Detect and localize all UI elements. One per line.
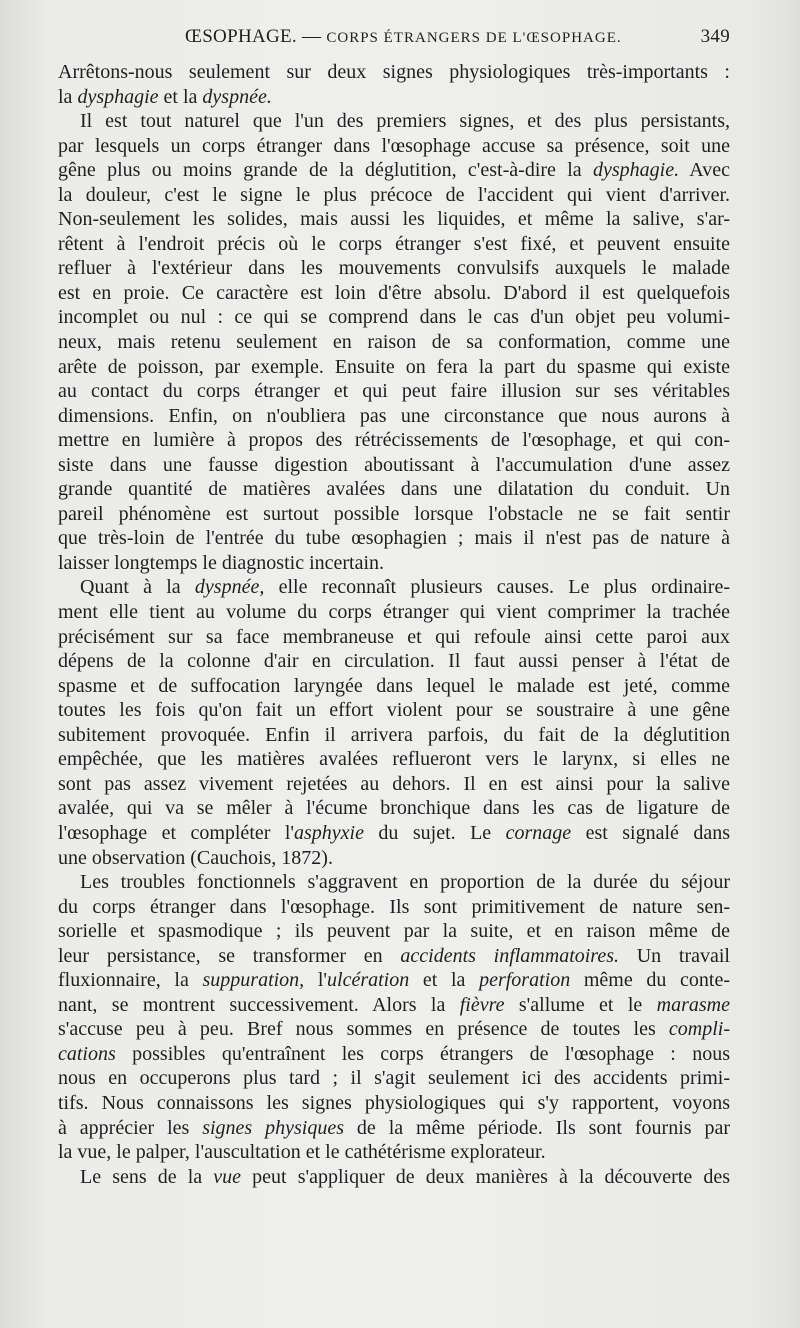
text-run: mettre en lumière à propos des rétrécissements de l'œsophage, et qui con- <box>58 429 730 452</box>
text-run: la <box>58 85 78 108</box>
text-run: du sujet. Le <box>364 821 506 844</box>
text-run: possibles qu'entraînent les corps étrangers de l'œsophage : nous <box>115 1042 730 1065</box>
italic-term: dysphagie <box>77 85 159 108</box>
text-line <box>58 895 730 920</box>
text-run: ment elle tient au volume du corps étranger qui vient comprimer la trachée <box>58 601 730 624</box>
text-line <box>58 1165 730 1190</box>
text-line <box>58 330 730 355</box>
text-run: est signalé dans <box>571 821 730 844</box>
running-title-sub: CORPS ÉTRANGERS DE L'ŒSOPHAGE. <box>326 30 622 46</box>
text-line <box>58 183 730 208</box>
text-run: du corps étranger dans l'œsophage. Ils sont primitivement de nature sen- <box>58 895 730 918</box>
text-line <box>58 281 730 306</box>
text-run: gêne plus ou moins grande de la déglutition, c'est-à-dire la <box>58 159 593 182</box>
italic-term: asphyxie <box>294 821 364 844</box>
text-run: peut s'appliquer de deux manières à la découverte des <box>241 1165 730 1188</box>
text-run: Le sens de la <box>80 1165 214 1188</box>
text-line <box>58 526 730 551</box>
running-title-main: ŒSOPHAGE. <box>185 26 297 47</box>
running-header <box>58 26 730 54</box>
text-line <box>58 1017 730 1042</box>
text-line <box>58 625 730 650</box>
italic-term: dysphagie. <box>592 159 680 182</box>
text-run: Il est tout naturel que l'un des premiers signes, et des plus persistants, <box>80 110 730 133</box>
text-run: spasme et de suffocation laryngée dans lequel le malade est jeté, comme <box>58 674 730 697</box>
text-run: Quant à la <box>80 576 195 599</box>
text-line <box>58 232 730 257</box>
italic-term: marasme <box>656 993 730 1016</box>
text-run: s'allume et le <box>504 993 657 1016</box>
text-run: siste dans une fausse digestion aboutissant à l'accumulation d'une assez <box>58 453 730 476</box>
text-line <box>58 772 730 797</box>
text-run: subitement provoquée. Enfin il arrivera parfois, du fait de la déglutition <box>58 723 730 746</box>
text-run: sont pas assez vivement rejetées au dehors. Il en est ainsi pour la salive <box>58 772 730 795</box>
text-line <box>58 674 730 699</box>
text-run: Les troubles fonctionnels s'aggravent en proportion de la durée du séjour <box>80 871 730 894</box>
text-run: même du conte- <box>570 969 730 992</box>
text-line <box>58 846 730 871</box>
text-line <box>58 993 730 1018</box>
running-title <box>185 26 622 48</box>
italic-term: vue <box>213 1165 242 1188</box>
text-run: fluxionnaire, la <box>58 969 203 992</box>
text-line <box>58 1066 730 1091</box>
body-text <box>58 60 730 1189</box>
text-run: par lesquels un corps étranger dans l'œsophage accuse sa présence, soit une <box>58 134 730 157</box>
text-run: toutes les fois qu'on fait un effort violent pour se soustraire à une gêne <box>58 699 730 722</box>
text-line <box>58 477 730 502</box>
text-line <box>58 600 730 625</box>
text-run: leur persistance, se transformer en <box>58 944 401 967</box>
text-run: au contact du corps étranger et qui peut faire illusion sur ses véritables <box>58 380 730 403</box>
text-run: la vue, le palper, l'auscultation et le cathétérisme explorateur. <box>58 1141 546 1164</box>
text-line <box>58 821 730 846</box>
text-line <box>58 1042 730 1067</box>
text-line <box>58 944 730 969</box>
text-run: à apprécier les <box>58 1116 203 1139</box>
text-run: grande quantité de matières avalées dans une dilatation du conduit. Un <box>58 478 730 501</box>
text-line <box>58 1091 730 1116</box>
text-run: avalée, qui va se mêler à l'écume bronchique dans les cas de ligature de <box>58 797 730 820</box>
italic-term: fièvre <box>459 993 505 1016</box>
text-run: pareil phénomène est surtout possible lorsque l'obstacle ne se fait sentir <box>58 502 730 525</box>
text-line <box>58 968 730 993</box>
text-run: est en proie. Ce caractère est loin d'être absolu. D'abord il est quelquefois <box>58 281 730 304</box>
text-line <box>58 1116 730 1141</box>
italic-term: compli- <box>668 1018 730 1041</box>
text-run: arête de poisson, par exemple. Ensuite on fera la part du spasme qui existe <box>58 355 730 378</box>
italic-term: ulcération <box>327 969 410 992</box>
page-number: 349 <box>700 26 730 47</box>
text-line <box>58 723 730 748</box>
italic-term: cornage <box>505 821 572 844</box>
text-line <box>58 404 730 429</box>
text-line <box>58 698 730 723</box>
text-run: nous en occuperons plus tard ; il s'agit seulement ici des accidents primi- <box>58 1067 730 1090</box>
text-line <box>58 870 730 895</box>
text-line <box>58 109 730 134</box>
text-run: elle reconnaît plusieurs causes. Le plus ordinaire- <box>264 576 730 599</box>
text-line <box>58 134 730 159</box>
text-run: empêchée, que les matières avalées reflueront vers le larynx, si elles ne <box>58 748 730 771</box>
text-run: Un travail <box>619 944 730 967</box>
text-run: Avec <box>679 159 730 182</box>
text-run: nant, se montrent successivement. Alors la <box>58 993 460 1016</box>
text-run: l' <box>304 969 328 992</box>
text-run: Non-seulement les solides, mais aussi les liquides, et même la salive, s'ar- <box>58 208 730 231</box>
text-run: une observation (Cauchois, 1872). <box>58 846 333 869</box>
text-line <box>58 796 730 821</box>
italic-term: cations <box>58 1042 116 1065</box>
text-line <box>58 85 730 110</box>
text-run: Arrêtons-nous seulement sur deux signes physiologiques très-importants : <box>58 61 730 83</box>
text-run: l'œsophage et compléter l' <box>58 821 295 844</box>
text-run: s'accuse peu à peu. Bref nous sommes en présence de toutes les <box>58 1018 669 1041</box>
text-line <box>58 355 730 380</box>
text-line <box>58 158 730 183</box>
text-line <box>58 428 730 453</box>
text-line <box>58 256 730 281</box>
text-run: dépens de la colonne d'air en circulation. Il faut aussi penser à l'état de <box>58 650 730 673</box>
text-run: que très-loin de l'entrée du tube œsophagien ; mais il n'est pas de nature à <box>58 527 730 550</box>
italic-term: signes physiques <box>202 1116 345 1139</box>
text-run: tifs. Nous connaissons les signes physiologiques qui s'y rapportent, voyons <box>58 1091 730 1114</box>
text-run: la douleur, c'est le signe le plus précoce de l'accident qui vient d'arriver. <box>58 183 730 206</box>
italic-term: suppuration, <box>202 969 305 992</box>
text-line <box>58 207 730 232</box>
italic-term: perforation <box>479 969 571 992</box>
text-run: refluer à l'extérieur dans les mouvements convulsifs auxquels le malade <box>58 257 730 280</box>
text-line <box>58 305 730 330</box>
text-line <box>58 60 730 85</box>
italic-term: accidents inflammatoires. <box>400 944 620 967</box>
text-run: précisément sur sa face membraneuse et qui refoule ainsi cette paroi aux <box>58 625 730 648</box>
text-line <box>58 919 730 944</box>
text-run: incomplet ou nul : ce qui se comprend dans le cas d'un objet peu volumi- <box>58 306 730 329</box>
text-run: de la même période. Ils sont fournis par <box>344 1116 730 1139</box>
italic-term: dyspnée, <box>194 576 265 599</box>
text-run: rêtent à l'endroit précis où le corps étranger s'est fixé, et peuvent ensuite <box>58 232 730 255</box>
text-run: sorielle et spasmodique ; ils peuvent par la suite, et en raison même de <box>58 920 730 943</box>
italic-term: dyspnée. <box>202 85 272 108</box>
text-line <box>58 747 730 772</box>
text-run: laisser longtemps le diagnostic incertain. <box>58 551 385 574</box>
text-run: neux, mais retenu seulement en raison de sa conformation, comme une <box>58 331 730 354</box>
text-run: dimensions. Enfin, on n'oubliera pas une circonstance que nous aurons à <box>58 404 730 427</box>
text-line <box>58 551 730 576</box>
text-line <box>58 453 730 478</box>
text-line <box>58 502 730 527</box>
text-line <box>58 379 730 404</box>
text-line <box>58 649 730 674</box>
text-line <box>58 1140 730 1165</box>
text-run: et la <box>158 85 203 108</box>
text-line <box>58 575 730 600</box>
running-title-dash: — <box>296 26 327 47</box>
text-run: et la <box>409 969 480 992</box>
